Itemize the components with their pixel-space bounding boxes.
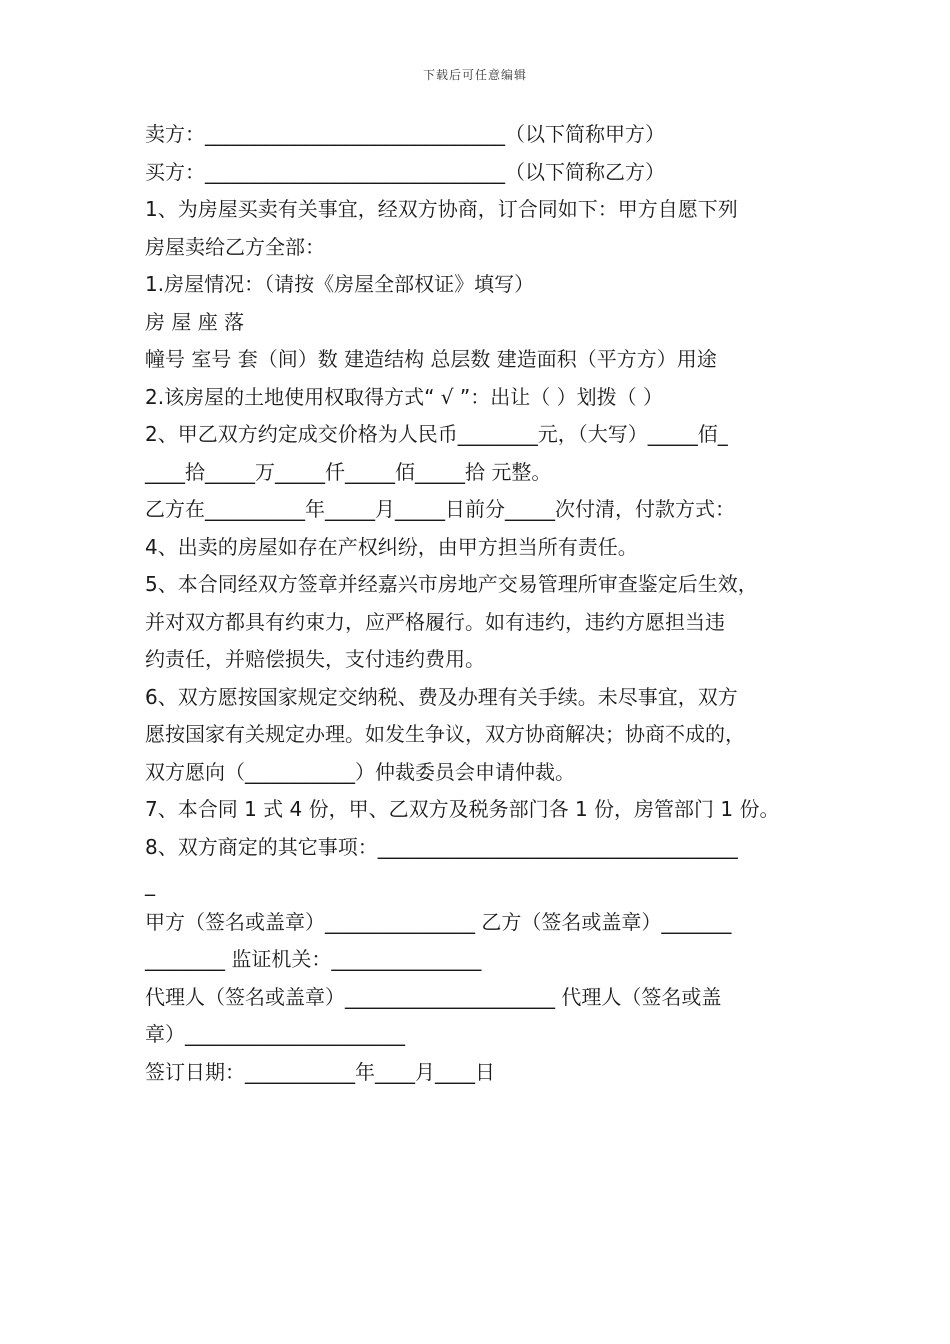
clause-6-line-1: 6、双方愿按国家规定交纳税、费及办理有关手续。未尽事宜，双方	[145, 684, 738, 709]
land-use-right-line: 2.该房屋的土地使用权取得方式“ √ ”：出让（ ）划拨（ ）	[145, 384, 663, 409]
sign-date-line: 签订日期：___________年____月____日	[145, 1059, 495, 1084]
signature-line-1: 甲方（签名或盖章）_______________ 乙方（签名或盖章）_______	[145, 909, 732, 934]
clause-7: 7、本合同 1 式 4 份，甲、乙双方及税务部门各 1 份，房管部门 1 份。	[145, 797, 780, 821]
house-info-title: 1.房屋情况：（请按《房屋全部权证》填写）	[145, 272, 535, 296]
house-location-label: 房 屋 座 落	[145, 309, 245, 334]
clause-8-line-2: _	[145, 872, 155, 896]
agent-line-2: 章）______________________	[145, 1022, 405, 1046]
buyer-line: 买方：______________________________（以下简称乙方）	[145, 159, 665, 184]
signature-line-2: ________ 监证机关：_______________	[145, 947, 482, 971]
page-header: 下载后可任意编辑	[422, 68, 527, 82]
seller-line: 卖方：______________________________（以下简称甲方）	[145, 122, 665, 146]
clause-5-line-1: 5、本合同经双方签章并经嘉兴市房地产交易管理所审查鉴定后生效，	[145, 572, 758, 596]
clause-6-line-2: 愿按国家有关规定办理。如发生争议，双方协商解决；协商不成的，	[145, 722, 745, 746]
price-line-1: 2、甲乙双方约定成交价格为人民币________元，（大写）_____佰_	[145, 422, 728, 446]
clause-4: 4、出卖的房屋如存在产权纠纷，由甲方担当所有责任。	[145, 534, 638, 559]
clause-6-line-3: 双方愿向（___________）仲裁委员会申请仲裁。	[145, 759, 575, 784]
clause-8-line-1: 8、双方商定的其它事项：____________________________________	[145, 834, 738, 859]
clause-1-line-2: 房屋卖给乙方全部：	[145, 234, 325, 259]
price-line-2: ____拾_____万_____仟_____佰_____拾 元整。	[145, 459, 552, 484]
clause-1-line-1: 1、为房屋买卖有关事宜，经双方协商，订合同如下：甲方自愿下列	[145, 197, 738, 221]
clause-5-line-2: 并对双方都具有约束力，应严格履行。如有违约，违约方愿担当违	[145, 609, 725, 634]
contract-body	[145, 116, 825, 1091]
agent-line-1: 代理人（签名或盖章）_____________________ 代理人（签名或盖	[145, 984, 722, 1009]
clause-5-line-3: 约责任，并赔偿损失，支付违约费用。	[145, 647, 485, 671]
payment-line: 乙方在__________年_____月_____日前分_____次付清，付款方式：	[145, 497, 735, 521]
house-table-headers: 幢号 室号 套（间）数 建造结构 总层数 建造面积（平方方）用途	[145, 347, 717, 371]
